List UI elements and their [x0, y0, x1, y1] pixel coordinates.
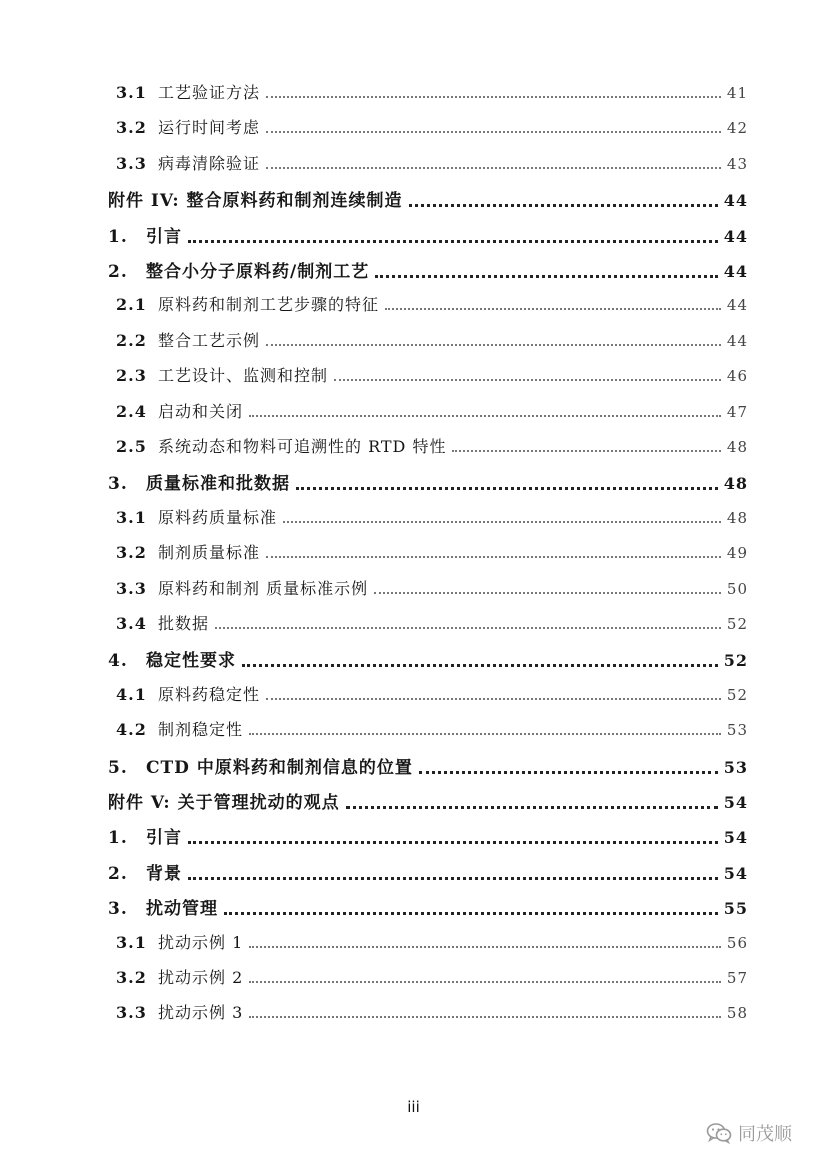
toc-leader-dots — [242, 663, 718, 667]
toc-entry-title: 扰动管理 — [146, 899, 218, 920]
toc-entry-number: 3.3 — [116, 153, 147, 173]
toc-entry-page: 48 — [726, 508, 748, 527]
toc-entry-number: 1. — [108, 828, 128, 849]
toc-entry-page: 44 — [723, 262, 748, 281]
toc-entry — [116, 576, 748, 599]
toc-entry-page: 42 — [726, 119, 748, 138]
toc-entry-title: 稳定性要求 — [146, 651, 236, 672]
toc-entry-title: 质量标准和批数据 — [146, 474, 290, 495]
toc-entry-title: 工艺设计、监测和控制 — [158, 366, 329, 386]
toc-entry-number: 2.4 — [116, 401, 147, 421]
toc-entry-title: CTD 中原料药和制剂信息的位置 — [146, 757, 413, 778]
toc-leader-dots — [266, 697, 721, 700]
toc-entry-page: 41 — [726, 84, 748, 102]
toc-entry-title: 引言 — [146, 828, 182, 849]
toc-entry — [108, 859, 748, 884]
toc-entry — [108, 823, 748, 848]
toc-entry — [116, 930, 748, 953]
toc-entry — [108, 257, 748, 282]
toc-entry-number: 3.2 — [116, 968, 147, 987]
toc-leader-dots — [224, 911, 718, 915]
toc-entry-title: 运行时间考虑 — [158, 118, 261, 138]
toc-entry-page: 44 — [726, 331, 748, 350]
toc-entry-number: 5. — [108, 757, 128, 778]
toc-leader-dots — [249, 414, 721, 417]
toc-entry-page: 54 — [723, 793, 748, 812]
toc-leader-dots — [249, 732, 721, 735]
toc-leader-dots — [215, 626, 721, 629]
toc-leader-dots — [266, 343, 721, 346]
toc-entry-title: 原料药和制剂 质量标准示例 — [158, 578, 369, 598]
toc-entry-number: 2.2 — [116, 330, 147, 350]
toc-entry-number: 3. — [108, 899, 128, 920]
toc-entry-page: 53 — [726, 721, 748, 740]
toc-leader-dots — [266, 555, 721, 558]
toc-leader-dots — [188, 876, 718, 880]
toc-entry-number: 2.5 — [116, 437, 147, 456]
toc-entry-number: 2.1 — [116, 295, 147, 315]
toc-entry — [116, 80, 748, 103]
toc-entry-page: 54 — [723, 863, 748, 883]
toc-entry-number: 4.2 — [116, 720, 147, 740]
toc-leader-dots — [266, 95, 721, 98]
toc-entry — [116, 611, 748, 634]
toc-leader-dots — [266, 130, 721, 133]
toc-entry-page: 44 — [726, 296, 748, 315]
watermark-label: 同茂顺 — [738, 1124, 792, 1145]
toc-entry-title: 系统动态和物料可追溯性的 RTD 特性 — [158, 437, 447, 456]
wechat-icon — [706, 1122, 732, 1144]
toc-entry-page: 54 — [723, 828, 748, 848]
toc-entry-page: 49 — [726, 544, 748, 563]
toc-entry-title: 背景 — [146, 863, 182, 884]
toc-entry-number: 3.4 — [116, 614, 147, 633]
toc-entry-title: 原料药质量标准 — [158, 507, 278, 527]
toc-entry-page: 55 — [723, 899, 748, 919]
toc-entry-number: 2. — [108, 863, 128, 884]
toc-entry-number: 4.1 — [116, 684, 147, 704]
toc-entry — [116, 717, 748, 740]
toc-leader-dots — [346, 805, 718, 809]
toc-entry — [108, 222, 748, 247]
toc-entry-page: 48 — [723, 474, 748, 494]
toc-entry-number: 3.3 — [116, 1003, 147, 1023]
toc-leader-dots — [409, 203, 718, 207]
toc-entry-page: 57 — [726, 969, 748, 987]
toc-entry — [116, 434, 748, 457]
toc-entry-page: 52 — [723, 651, 748, 671]
toc-leader-dots — [385, 307, 721, 310]
toc-entry-page: 52 — [726, 615, 748, 633]
toc-entry-title: 扰动示例 1 — [158, 932, 244, 952]
toc-entry-number: 2. — [108, 262, 128, 282]
toc-entry-page: 43 — [726, 154, 748, 173]
toc-leader-dots — [249, 1015, 721, 1018]
toc-entry — [108, 753, 748, 778]
toc-entry-title: 启动和关闭 — [158, 401, 244, 421]
toc-entry-page: 58 — [726, 1004, 748, 1023]
toc-entry — [108, 469, 748, 494]
toc-entry-title: 工艺验证方法 — [158, 83, 261, 102]
toc-leader-dots — [249, 945, 721, 948]
toc-entry — [116, 1000, 748, 1023]
watermark — [706, 1121, 792, 1145]
toc-entry-title: 附件 IV: 整合原料药和制剂连续制造 — [108, 191, 403, 212]
toc-entry-title: 扰动示例 2 — [158, 968, 244, 987]
toc-entry-number: 4. — [108, 651, 128, 672]
toc-leader-dots — [419, 770, 718, 774]
toc-entry-title: 批数据 — [158, 614, 210, 633]
toc-leader-dots — [374, 591, 721, 594]
toc-leader-dots — [375, 274, 718, 278]
toc-entry-page: 52 — [726, 685, 748, 704]
toc-leader-dots — [266, 166, 721, 169]
toc-entry — [116, 965, 748, 988]
toc-entry — [116, 682, 748, 705]
toc-entry — [108, 646, 748, 671]
toc-entry — [116, 151, 748, 174]
toc-entry-title: 病毒清除验证 — [158, 153, 261, 173]
toc-entry-title: 制剂稳定性 — [158, 720, 244, 740]
toc-entry — [116, 399, 748, 422]
toc-leader-dots — [334, 378, 721, 381]
toc-entry — [116, 328, 748, 351]
toc-entry-number: 3.1 — [116, 83, 147, 102]
toc-leader-dots — [283, 520, 721, 523]
toc-entry-number: 3.2 — [116, 543, 147, 563]
toc-entry-title: 整合小分子原料药/制剂工艺 — [146, 262, 370, 282]
toc-entry — [108, 788, 748, 813]
toc-entry — [108, 894, 748, 919]
toc-entry — [116, 505, 748, 528]
toc-entry-page: 56 — [726, 933, 748, 952]
toc-entry-title: 附件 V: 关于管理扰动的观点 — [108, 793, 340, 813]
toc-leader-dots — [249, 980, 721, 983]
toc-entry — [116, 115, 748, 138]
toc-entry-page: 44 — [723, 191, 748, 211]
toc-entry-title: 制剂质量标准 — [158, 543, 261, 563]
toc-entry-title: 原料药稳定性 — [158, 684, 261, 704]
toc-entry-number: 2.3 — [116, 366, 147, 386]
toc-entry — [116, 292, 748, 315]
toc-entry-title: 引言 — [146, 226, 182, 247]
toc-entry-page: 44 — [723, 226, 748, 246]
toc-leader-dots — [188, 840, 718, 844]
toc-entry — [116, 363, 748, 386]
toc-entry-number: 3.1 — [116, 507, 147, 527]
toc-entry-number: 3. — [108, 474, 128, 495]
toc-entry-number: 1. — [108, 226, 128, 247]
toc-entry-number: 3.3 — [116, 578, 147, 598]
toc-entry-title: 扰动示例 3 — [158, 1003, 244, 1023]
toc-leader-dots — [188, 239, 718, 243]
toc-leader-dots — [452, 449, 720, 452]
toc-entry-number: 3.2 — [116, 118, 147, 138]
toc-entry-page: 47 — [726, 402, 748, 421]
toc-entry-number: 3.1 — [116, 932, 147, 952]
toc-entry-page: 53 — [723, 757, 748, 777]
toc-entry-page: 46 — [726, 367, 748, 386]
toc-entry-page: 50 — [726, 579, 748, 598]
page-number: iii — [407, 1098, 420, 1116]
toc-entry — [108, 186, 748, 211]
toc-entry-title: 整合工艺示例 — [158, 330, 261, 350]
toc-entry-title: 原料药和制剂工艺步骤的特征 — [158, 295, 380, 315]
toc-entry — [116, 540, 748, 563]
toc-leader-dots — [296, 486, 718, 490]
toc-entry-page: 48 — [726, 438, 748, 456]
